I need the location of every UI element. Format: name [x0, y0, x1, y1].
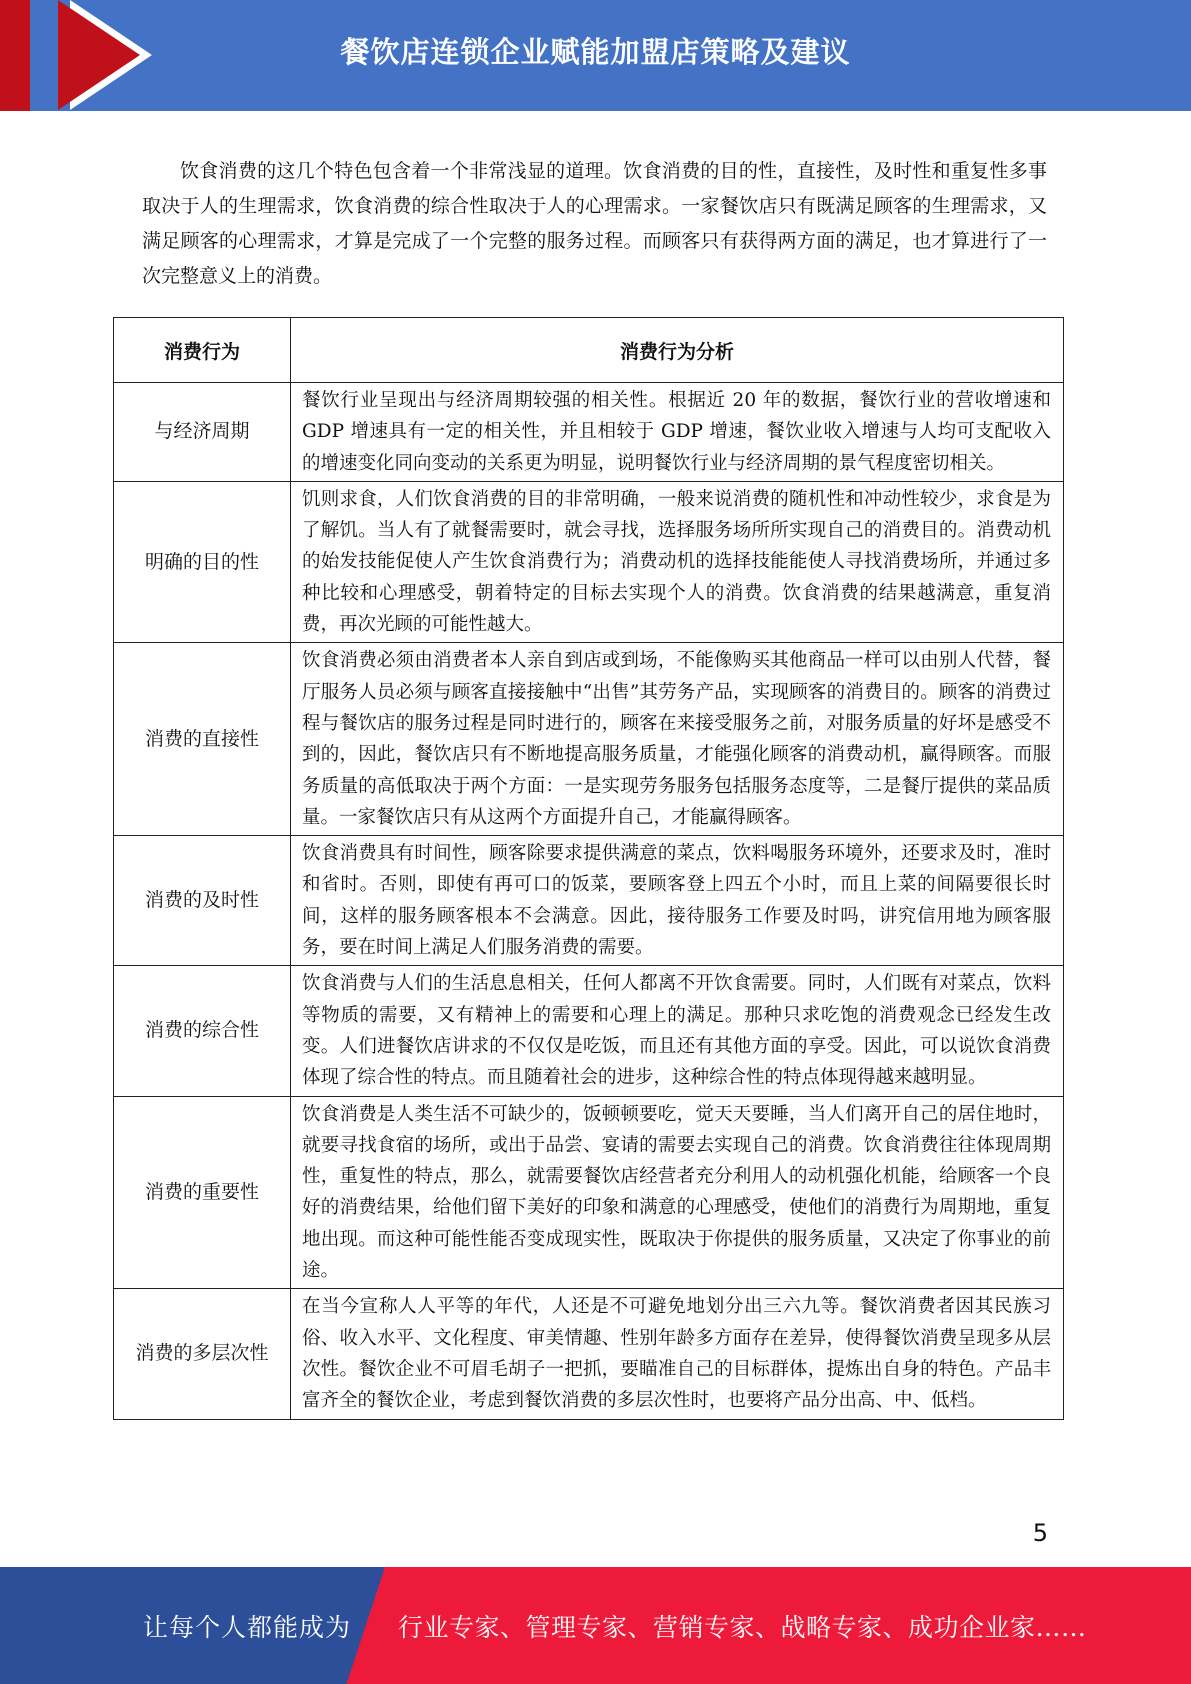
- behavior-cell: 消费的直接性: [114, 643, 291, 836]
- page-footer: [0, 1567, 1191, 1684]
- analysis-cell: 在当今宣称人人平等的年代，人还是不可避免地划分出三六九等。餐饮消费者因其民族习俗、收入水平、文化程度、审美情趣、性别年龄多方面存在差异，使得餐饮消费呈现多从层次性。餐饮企业不可眉毛胡子一把抓，要瞄准自己的目标群体，提炼出自身的特色。产品丰富齐全的餐饮企业，考虑到餐饮消费的多层次性时，也要将产品分出高、中、低档。: [291, 1289, 1064, 1419]
- analysis-cell: 饮食消费必须由消费者本人亲自到店或到场，不能像购买其他商品一样可以由别人代替，餐厅服务人员必须与顾客直接接触中“出售”其劳务产品，实现顾客的消费目的。顾客的消费过程与餐饮店的服务过程是同时进行的，顾客在来接受服务之前，对服务质量的好坏是感受不到的，因此，餐饮店只有不断地提高服务质量，才能强化顾客的消费动机，赢得顾客。而服务质量的高低取决于两个方面：一是实现劳务服务包括服务态度等，二是餐厅提供的菜品质量。一家餐饮店只有从这两个方面提升自己，才能赢得顾客。: [291, 643, 1064, 836]
- table-row: [114, 481, 1064, 642]
- table-row: [114, 1289, 1064, 1419]
- table-row: [114, 836, 1064, 966]
- header-red-block: [0, 0, 30, 111]
- behavior-cell: 消费的综合性: [114, 966, 291, 1096]
- analysis-cell: 餐饮行业呈现出与经济周期较强的相关性。根据近 20 年的数据，餐饮行业的营收增速和 GDP 增速具有一定的相关性，并且相较于 GDP 增速，餐饮业收入增速与人均可支配收入的增速变化同向变动的关系更为明显，说明餐饮行业与经济周期的景气程度密切相关。: [291, 383, 1064, 482]
- behavior-cell: 与经济周期: [114, 383, 291, 482]
- behavior-cell: 消费的及时性: [114, 836, 291, 966]
- consumption-behavior-table: [113, 317, 1064, 1420]
- table-row: [114, 1096, 1064, 1289]
- behavior-cell: 消费的重要性: [114, 1096, 291, 1289]
- analysis-cell: 饮食消费具有时间性，顾客除要求提供满意的菜点，饮料喝服务环境外，还要求及时，准时和省时。否则，即使有再可口的饭菜，要顾客登上四五个小时，而且上菜的间隔要很长时间，这样的服务顾客根本不会满意。因此，接待服务工作要及时吗，讲究信用地为顾客服务，要在时间上满足人们服务消费的需要。: [291, 836, 1064, 966]
- page-number: 5: [1032, 1519, 1048, 1547]
- table-row: [114, 643, 1064, 836]
- table-row: [114, 966, 1064, 1096]
- page-header: [0, 0, 1191, 111]
- behavior-cell: 明确的目的性: [114, 481, 291, 642]
- table-row: [114, 383, 1064, 482]
- behavior-cell: 消费的多层次性: [114, 1289, 291, 1419]
- page-title: 餐饮店连锁企业赋能加盟店策略及建议: [340, 34, 851, 69]
- analysis-cell: 饮食消费与人们的生活息息相关，任何人都离不开饮食需要。同时，人们既有对菜点，饮料等物质的需要，又有精神上的需要和心理上的满足。那种只求吃饱的消费观念已经发生改变。人们进餐饮店讲求的不仅仅是吃饭，而且还有其他方面的享受。因此，可以说饮食消费体现了综合性的特点。而且随着社会的进步，这种综合性的特点体现得越来越明显。: [291, 966, 1064, 1096]
- footer-slogan-right: 行业专家、管理专家、营销专家、战略专家、成功企业家……: [398, 1612, 1087, 1642]
- analysis-cell: 饥则求食，人们饮食消费的目的非常明确，一般来说消费的随机性和冲动性较少，求食是为了解饥。当人有了就餐需要时，就会寻找，选择服务场所所实现自己的消费目的。消费动机的始发技能促使人产生饮食消费行为；消费动机的选择技能能使人寻找消费场所，并通过多种比较和心理感受，朝着特定的目标去实现个人的消费。饮食消费的结果越满意，重复消费，再次光顾的可能性越大。: [291, 481, 1064, 642]
- intro-paragraph: 饮食消费的这几个特色包含着一个非常浅显的道理。饮食消费的目的性，直接性，及时性和重复性多事取决于人的生理需求，饮食消费的综合性取决于人的心理需求。一家餐饮店只有既满足顾客的生理需求，又满足顾客的心理需求，才算是完成了一个完整的服务过程。而顾客只有获得两方面的满足，也才算进行了一次完整意义上的消费。: [142, 160, 1047, 287]
- header-chevron-red: [58, 0, 140, 110]
- table-header-row: [114, 318, 1064, 383]
- footer-slogan-left: 让每个人都能成为: [143, 1612, 352, 1642]
- column-header-analysis: 消费行为分析: [291, 318, 1064, 383]
- column-header-behavior: 消费行为: [114, 318, 291, 383]
- analysis-cell: 饮食消费是人类生活不可缺少的，饭顿顿要吃，觉天天要睡，当人们离开自己的居住地时，就要寻找食宿的场所，或出于品尝、宴请的需要去实现自己的消费。饮食消费往往体现周期性，重复性的特点，那么，就需要餐饮店经营者充分利用人的动机强化机能，给顾客一个良好的消费结果，给他们留下美好的印象和满意的心理感受，使他们的消费行为周期地，重复地出现。而这种可能性能否变成现实性，既取决于你提供的服务质量，又决定了你事业的前途。: [291, 1096, 1064, 1289]
